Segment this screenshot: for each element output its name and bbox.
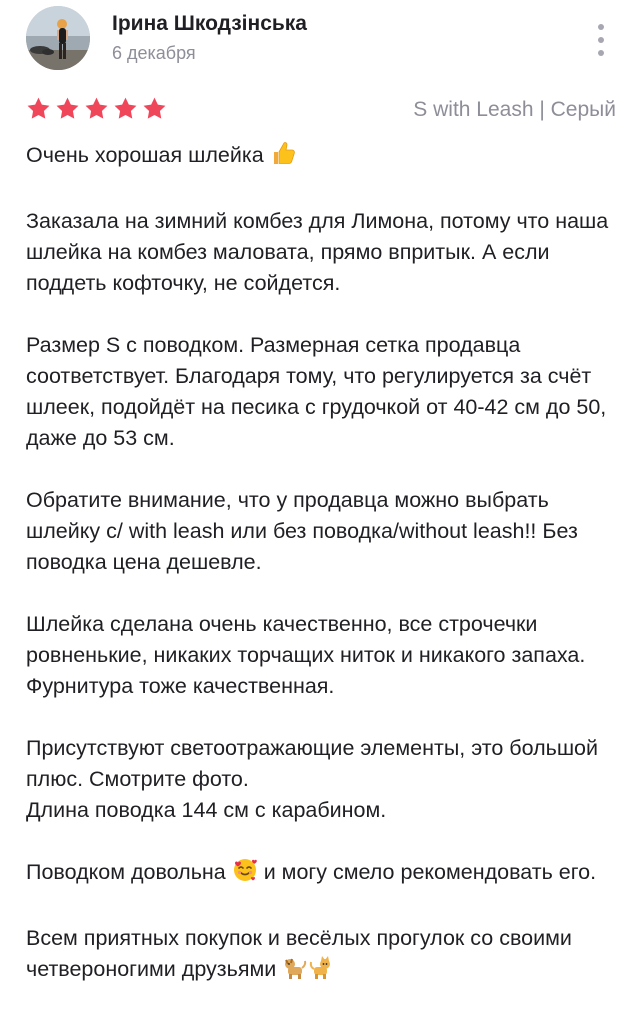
star-icon: [113, 96, 138, 121]
review-headline: Очень хорошая шлейка: [26, 143, 264, 167]
dog-emoji: [282, 954, 308, 989]
more-vertical-icon-dot: [598, 50, 604, 56]
rating-row: [26, 96, 616, 126]
product-variant: S with Leash | Серый: [413, 98, 616, 121]
review-line: Поводком довольна: [26, 860, 226, 884]
smiling-face-with-hearts-emoji: [232, 857, 258, 892]
star-icon: [55, 96, 80, 121]
review-paragraph: Размер S с поводком. Размерная сетка продавца соответствует. Благодаря тому, что регулируется за счёт шлеек, подойдёт на песика с грудочкой от 40-42 см до 50, даже до 53 см.: [26, 333, 607, 450]
avatar-photo: [26, 6, 90, 70]
review-paragraph: Шлейка сделана очень качественно, все строчечки ровненькие, никаких торчащих ниток и никакого запаха. Фурнитура тоже качественная.: [26, 612, 586, 698]
review-paragraph: Заказала на зимний комбез для Лимона, потому что наша шлейка на комбез маловата, прямо впритык. А если поддеть кофточку, не сойдется.: [26, 209, 609, 295]
review-paragraph: [26, 733, 626, 826]
star-icon: [142, 96, 167, 121]
review-paragraph: Обратите внимание, что у продавца можно выбрать шлейку с/ with leash или без поводка/without leash!! Без поводка цена дешевле.: [26, 488, 578, 574]
review-paragraph: [26, 923, 626, 989]
star-icon: [26, 96, 51, 121]
more-vertical-icon: [598, 24, 604, 30]
author-name: Ірина Шкодзінська: [112, 12, 307, 35]
review-line: и могу смело рекомендовать его.: [263, 860, 597, 884]
review-header: [26, 6, 616, 76]
star-rating: [26, 96, 167, 124]
review-date: 6 декабря: [112, 43, 196, 63]
review-paragraph: [26, 140, 626, 175]
thumbs-up-emoji: [270, 140, 296, 175]
star-icon: [84, 96, 109, 121]
more-menu-button[interactable]: [594, 24, 608, 56]
review-line: Присутствуют светоотражающие элементы, это большой плюс. Смотрите фото.: [26, 736, 599, 791]
avatar[interactable]: [26, 6, 90, 70]
review-line: Длина поводка 144 см с карабином.: [26, 798, 387, 822]
review-text: [26, 140, 626, 989]
more-vertical-icon-dot: [598, 37, 604, 43]
review-line: Всем приятных покупок и весёлых прогулок со своими четвероногими друзьями: [26, 926, 572, 981]
review-paragraph: [26, 857, 626, 892]
cat-emoji: [308, 954, 334, 989]
